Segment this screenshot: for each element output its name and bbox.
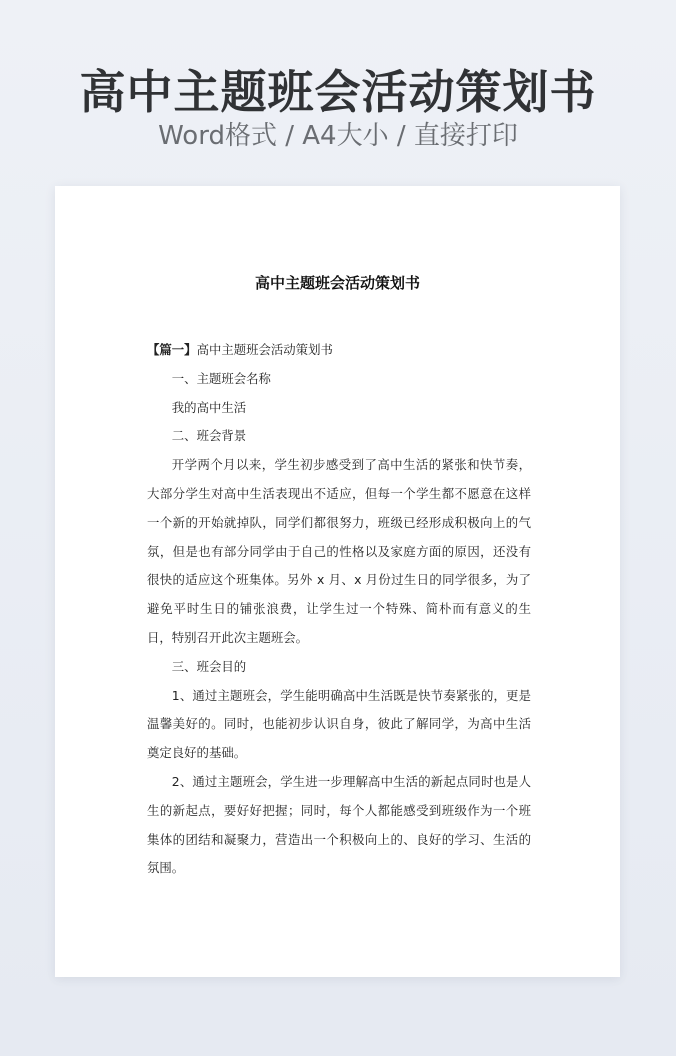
purpose-item-1: 1、通过主题班会，学生能明确高中生活既是快节奏紧张的，更是温馨美好的。同时，也能初步认识自身，彼此了解同学，为高中生活奠定良好的基础。	[147, 687, 531, 761]
section-label: 【篇一】	[147, 342, 197, 357]
document-page	[55, 186, 620, 977]
section-title: 高中主题班会活动策划书	[196, 342, 333, 357]
heading-purpose: 三、班会目的	[171, 658, 247, 674]
theme-name: 我的高中生活	[171, 399, 247, 415]
purpose-item-2: 2、通过主题班会，学生进一步理解高中生活的新起点同时也是人生的新起点，要好好把握；同时，每个人都能感受到班级作为一个班集体的团结和凝聚力，营造出一个积极向上的、良好的学习、生活的氛围。	[147, 773, 531, 876]
heading-name: 一、主题班会名称	[171, 370, 271, 386]
background-paragraph: 开学两个月以来，学生初步感受到了高中生活的紧张和快节奏，大部分学生对高中生活表现出不适应，但每一个学生都不愿意在这样一个新的开始就掉队，同学们都很努力，班级已经形成积极向上的气氛，但是也有部分同学由于自己的性格以及家庭方面的原因，还没有很快的适应这个班集体。另外 x 月、x 月份过生日的同学很多，为了避免平时生日的铺张浪费，让学生过一个特殊、简朴而有意义的生日，特别召开此次主题班会。	[147, 457, 531, 645]
section-heading	[147, 336, 531, 365]
banner-title: 高中主题班会活动策划书	[79, 65, 597, 119]
banner-subtitle: Word格式 / A4大小 / 直接打印	[158, 121, 518, 151]
document-title: 高中主题班会活动策划书	[254, 274, 420, 292]
heading-background: 二、班会背景	[171, 428, 247, 444]
document-body	[147, 336, 531, 883]
